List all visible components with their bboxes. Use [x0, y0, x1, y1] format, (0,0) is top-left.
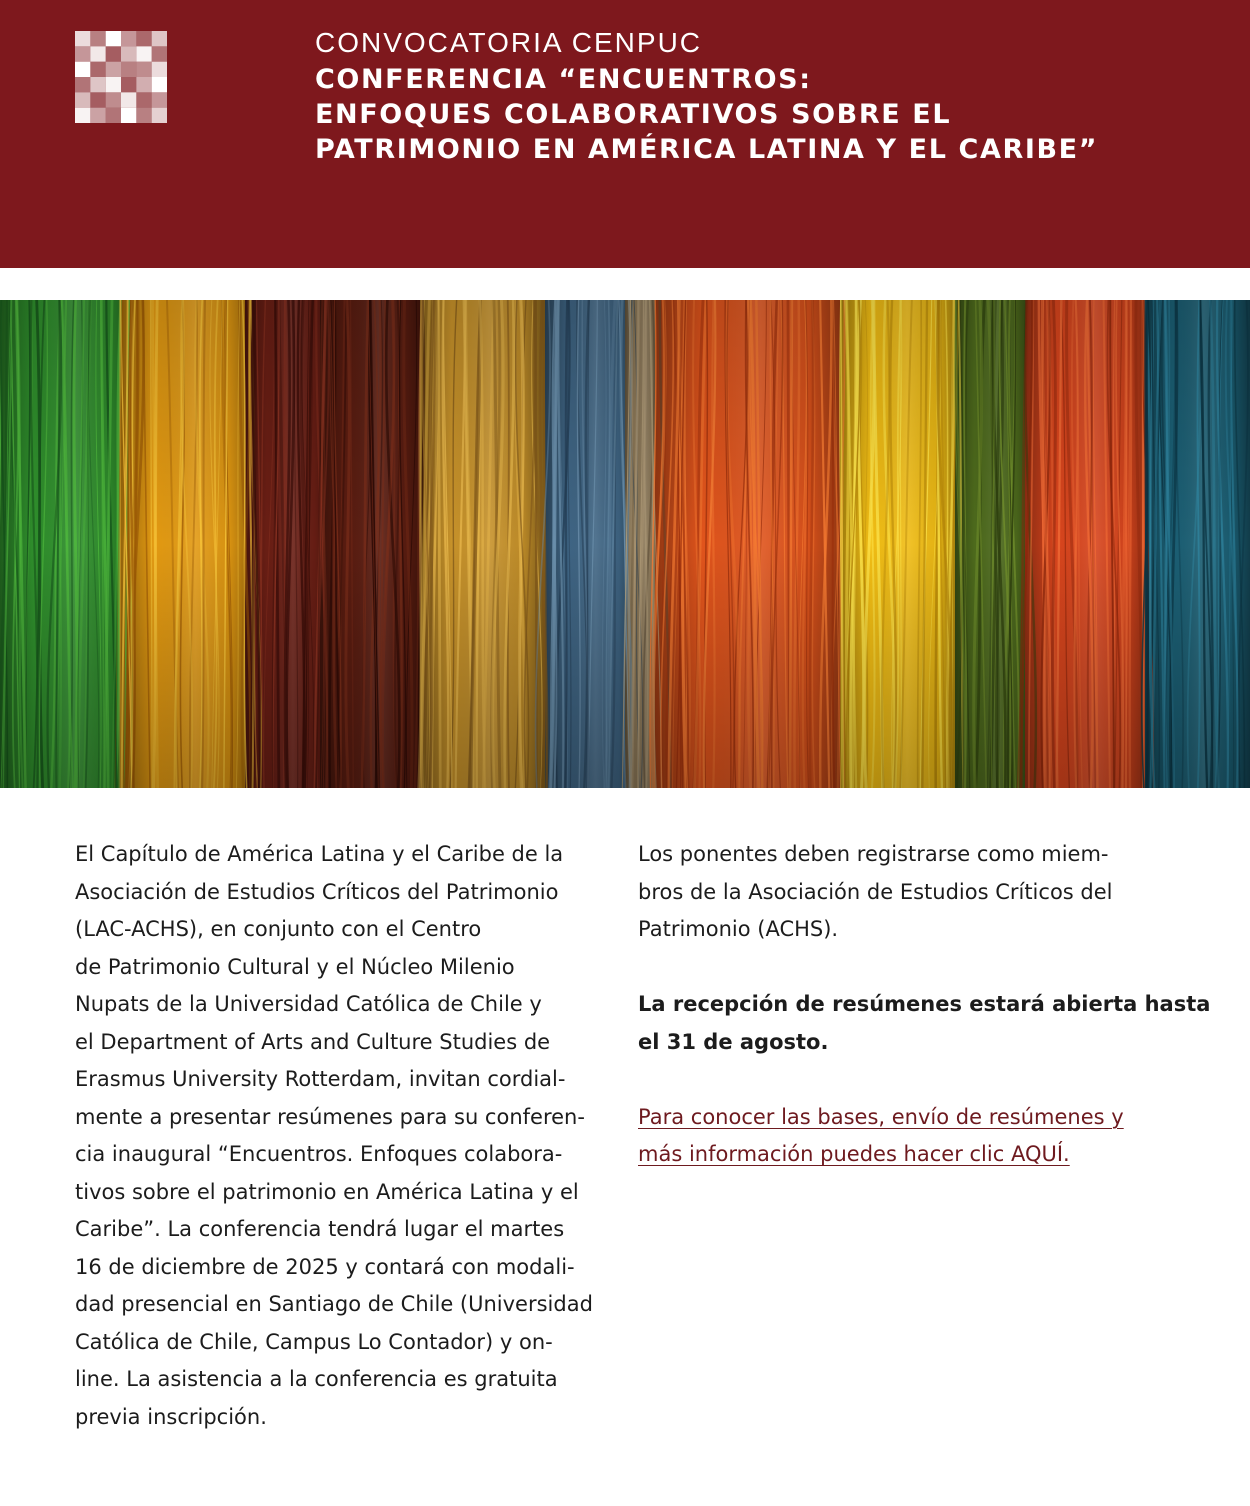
intro-paragraph: [75, 836, 635, 1436]
title-line: PATRIMONIO EN AMÉRICA LATINA Y EL CARIBE”: [315, 134, 1099, 165]
title-line: ENFOQUES COLABORATIVOS SOBRE EL: [315, 99, 952, 130]
paragraph-line: mente a presentar resúmenes para su conferen-: [75, 1104, 585, 1129]
deadline-note: [638, 986, 1211, 1061]
membership-note: [638, 836, 1198, 949]
page-title: [315, 62, 1098, 167]
paragraph-line: Caribe”. La conferencia tendrá lugar el martes: [75, 1217, 565, 1241]
paragraph-line: El Capítulo de América Latina y el Caribe de la: [75, 842, 564, 866]
yarn-skeins-image: [0, 300, 1250, 788]
spacer: [638, 1061, 1198, 1099]
paragraph-line: Asociación de Estudios Críticos del Patrimonio: [75, 879, 559, 904]
paragraph-line: Erasmus University Rotterdam, invitan cordial-: [75, 1067, 566, 1091]
kicker-label: CONVOCATORIA CENPUC: [315, 27, 703, 58]
paragraph-line: line. La asistencia a la conferencia es gratuita: [75, 1367, 558, 1391]
paragraph-line: de Patrimonio Cultural y el Núcleo Milenio: [75, 954, 515, 979]
paragraph-line: previa inscripción.: [75, 1404, 267, 1429]
paragraph-line: cia inaugural “Encuentros. Enfoques colabora-: [75, 1142, 563, 1166]
spacer: [638, 949, 1198, 987]
paragraph-line: dad presencial en Santiago de Chile (Universidad: [75, 1292, 593, 1316]
paragraph-line: el Department of Arts and Culture Studies de: [75, 1029, 551, 1054]
paragraph-line: bros de la Asociación de Estudios Críticos del: [638, 879, 1113, 904]
paragraph-line: Los ponentes deben registrarse como miem-: [638, 842, 1109, 866]
details-column: [638, 836, 1211, 1174]
paragraph-line: 16 de diciembre de 2025 y contará con modali-: [75, 1254, 575, 1279]
link-line[interactable]: Para conocer las bases, envío de resúmenes y: [638, 1104, 1124, 1129]
cenpuc-logo: [75, 31, 167, 123]
paragraph-line: La recepción de resúmenes estará abierta hasta: [638, 992, 1211, 1016]
header-banner: [0, 0, 1250, 268]
paragraph-line: Patrimonio (ACHS).: [638, 917, 839, 941]
paragraph-line: Católica de Chile, Campus Lo Contador) y on-: [75, 1329, 553, 1354]
yarn-photo: [0, 300, 1250, 788]
paragraph-line: Nupats de la Universidad Católica de Chile y: [75, 992, 542, 1016]
title-line: CONFERENCIA “ENCUENTROS:: [315, 64, 812, 95]
paragraph-line: el 31 de agosto.: [638, 1029, 829, 1054]
paragraph-line: (LAC-ACHS), en conjunto con el Centro: [75, 917, 482, 941]
link-line[interactable]: más información puedes hacer clic AQUÍ.: [638, 1142, 1070, 1166]
more-info-link[interactable]: [638, 1099, 1198, 1174]
paragraph-line: tivos sobre el patrimonio en América Latina y el: [75, 1179, 579, 1204]
